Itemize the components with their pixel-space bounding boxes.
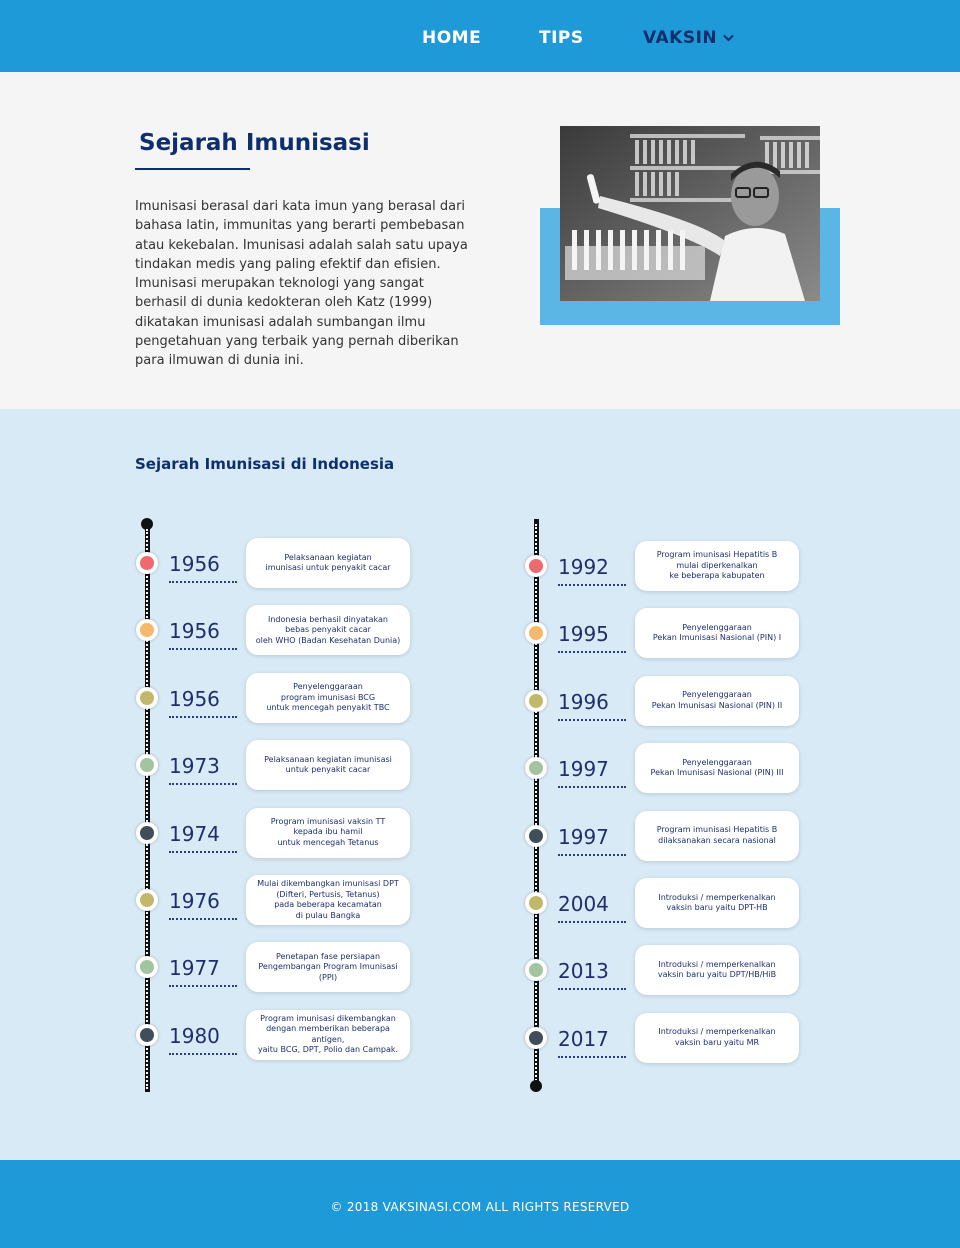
timeline-card (635, 811, 799, 861)
timeline-dot (529, 761, 543, 775)
timeline-card-text: Program imunisasi vaksin TT kepada ibu hamil untuk mencegah Tetanus (270, 816, 386, 847)
timeline-card-text: Indonesia berhasil dinyatakan bebas penyakit cacar oleh WHO (Badan Kesehatan Dunia) (255, 614, 401, 645)
timeline-dot (140, 691, 154, 705)
timeline-node (136, 687, 158, 709)
timeline-year: 1956 (169, 619, 220, 644)
timeline-year: 1976 (169, 889, 220, 913)
timeline-card-text: Program imunisasi dikembangkan dengan memberikan beberapa antigen, yaitu BCG, DPT, Polio dan Campak. (257, 1013, 399, 1055)
timeline-card-text: Penyelenggaraan program imunisasi BCG untuk mencegah penyakit TBC (266, 682, 390, 713)
footer-copyright: © 2018 VAKSINASI.COM ALL RIGHTS RESERVED (330, 1200, 630, 1214)
timeline-year-underline (558, 786, 626, 788)
timeline-node (136, 956, 158, 978)
timeline-year-underline (558, 854, 626, 856)
timeline-dot (529, 829, 543, 843)
timeline-right-cap (530, 1080, 542, 1092)
timeline-year: 2017 (558, 1026, 609, 1051)
scientist-photo (560, 126, 820, 301)
timeline-year-underline (558, 921, 626, 923)
timeline-year-underline (558, 1056, 626, 1058)
timeline-right-dots (535, 524, 537, 1084)
timeline-node (525, 690, 547, 712)
timeline-card (635, 608, 799, 658)
timeline-dot (140, 556, 154, 570)
timeline-card-text: Penyelenggaraan Pekan Imunisasi Nasional (PIN) I (652, 622, 782, 643)
timeline-year-underline (558, 584, 626, 586)
timeline-dot (140, 623, 154, 637)
nav-vaksin-dropdown[interactable] (643, 28, 734, 48)
timeline-node (525, 622, 547, 644)
timeline-card (635, 1013, 799, 1063)
timeline-card (635, 945, 799, 995)
timeline-card-text: Program imunisasi Hepatitis B mulai diperkenalkan ke beberapa kabupaten (656, 550, 778, 581)
timeline-year: 1997 (558, 757, 609, 782)
timeline-card (246, 1010, 410, 1060)
intro-paragraph: Imunisasi berasal dari kata imun yang berasal dari bahasa latin, immunitas yang berarti pembebasan atau kekebalan. Imunisasi adalah salah satu upaya tindakan medis yang paling efektif dan efisien. Imunisasi merupakan teknologi yang sangat berhasil di dunia kedokteran oleh Katz (1999) dikatakan imunisasi adalah sumbangan ilmu pengetahuan yang terbaik yang pernah diberikan para ilmuwan di dunia ini. (135, 199, 468, 369)
timeline-year-underline (558, 988, 626, 990)
timeline-card-text: Penyelenggaraan Pekan Imunisasi Nasional (PIN) II (651, 690, 783, 710)
timeline-card-text: Pelaksanaan kegiatan imunisasi untuk penyakit cacar (265, 552, 391, 572)
timeline-dot (140, 960, 154, 974)
timeline-card (246, 605, 410, 655)
timeline-dot (529, 1031, 543, 1045)
timeline-card (246, 673, 410, 723)
timeline-dot (140, 893, 154, 907)
timeline-year: 2013 (558, 959, 609, 984)
timeline-year-underline (558, 719, 626, 721)
timeline-card-text: Program imunisasi Hepatitis B dilaksanakan secara nasional (656, 825, 778, 845)
timeline-card-text: Pelaksanaan kegiatan imunisasi untuk penyakit cacar (264, 754, 392, 775)
timeline-year-underline (169, 851, 237, 853)
timeline-year: 1956 (169, 686, 220, 711)
timeline-year-underline (169, 648, 237, 650)
nav-tips-link[interactable]: TIPS (539, 28, 584, 48)
timeline-card (246, 942, 410, 992)
timeline-dot (140, 826, 154, 840)
timeline-card (635, 878, 799, 928)
timeline-year: 1974 (169, 821, 220, 846)
timeline-card-text: Mulai dikembangkan imunisasi DPT (Difteri, Pertusis, Tetanus) pada beberapa kecamatan di pulau Bangka (257, 879, 399, 920)
timeline-dot (140, 758, 154, 772)
timeline-card (246, 875, 410, 925)
timeline-dot (140, 1028, 154, 1042)
timeline-node (525, 825, 547, 847)
timeline-year: 1973 (169, 754, 220, 779)
timeline-card-text: Introduksi / memperkenalkan vaksin baru yaitu DPT-HB (658, 892, 776, 912)
timeline-year: 1992 (558, 555, 609, 579)
timeline-node (136, 754, 158, 776)
timeline-year-underline (169, 1053, 237, 1055)
timeline-dot (529, 559, 543, 573)
history-section (0, 409, 960, 1160)
timeline-year: 2004 (558, 892, 609, 916)
timeline-dot (529, 626, 543, 640)
timeline-card (246, 740, 410, 790)
timeline-year-underline (169, 985, 237, 987)
timeline-year-underline (169, 581, 237, 583)
timeline-node (525, 892, 547, 914)
nav-vaksin-label: VAKSIN (643, 28, 718, 48)
nav-home-link[interactable]: HOME (422, 28, 482, 48)
timeline-node (136, 552, 158, 574)
timeline-node (525, 757, 547, 779)
timeline-year: 1997 (558, 824, 609, 849)
timeline-year: 1977 (169, 956, 220, 981)
timeline-year-underline (169, 716, 237, 718)
timeline-card-text: Penetapan fase persiapan Pengembangan Program Imunisasi (PPI) (258, 951, 398, 982)
timeline-node (136, 1024, 158, 1046)
timeline-card-text: Introduksi / memperkenalkan vaksin baru yaitu MR (658, 1027, 776, 1047)
timeline-year: 1980 (169, 1023, 220, 1048)
timeline-year: 1996 (558, 689, 609, 714)
footer (0, 1160, 960, 1248)
timeline-year-underline (558, 651, 626, 653)
intro-section (0, 72, 960, 409)
timeline-node (136, 822, 158, 844)
chevron-down-icon (723, 34, 734, 42)
timeline-year: 1956 (169, 552, 220, 576)
title-underline (135, 168, 250, 170)
timeline-node (525, 1027, 547, 1049)
timeline-dot (529, 963, 543, 977)
timeline-year-underline (169, 783, 237, 785)
timeline-node (525, 959, 547, 981)
top-navbar (0, 0, 960, 72)
timeline-left-dots (146, 529, 148, 1089)
timeline-card (635, 541, 799, 591)
timeline-dot (529, 896, 543, 910)
timeline-card-text: Introduksi / memperkenalkan vaksin baru yaitu DPT/HB/HiB (657, 959, 777, 980)
timeline-year-underline (169, 918, 237, 920)
timeline-node (136, 619, 158, 641)
timeline-dot (529, 694, 543, 708)
history-title: Sejarah Imunisasi di Indonesia (135, 455, 395, 473)
timeline-node (525, 555, 547, 577)
timeline-node (136, 889, 158, 911)
timeline-card (246, 538, 410, 588)
timeline-card (246, 808, 410, 858)
timeline-card (635, 676, 799, 726)
timeline-card-text: Penyelenggaraan Pekan Imunisasi Nasional (PIN) III (650, 757, 784, 778)
timeline-year: 1995 (558, 622, 609, 647)
page-title: Sejarah Imunisasi (139, 130, 370, 156)
timeline-card (635, 743, 799, 793)
